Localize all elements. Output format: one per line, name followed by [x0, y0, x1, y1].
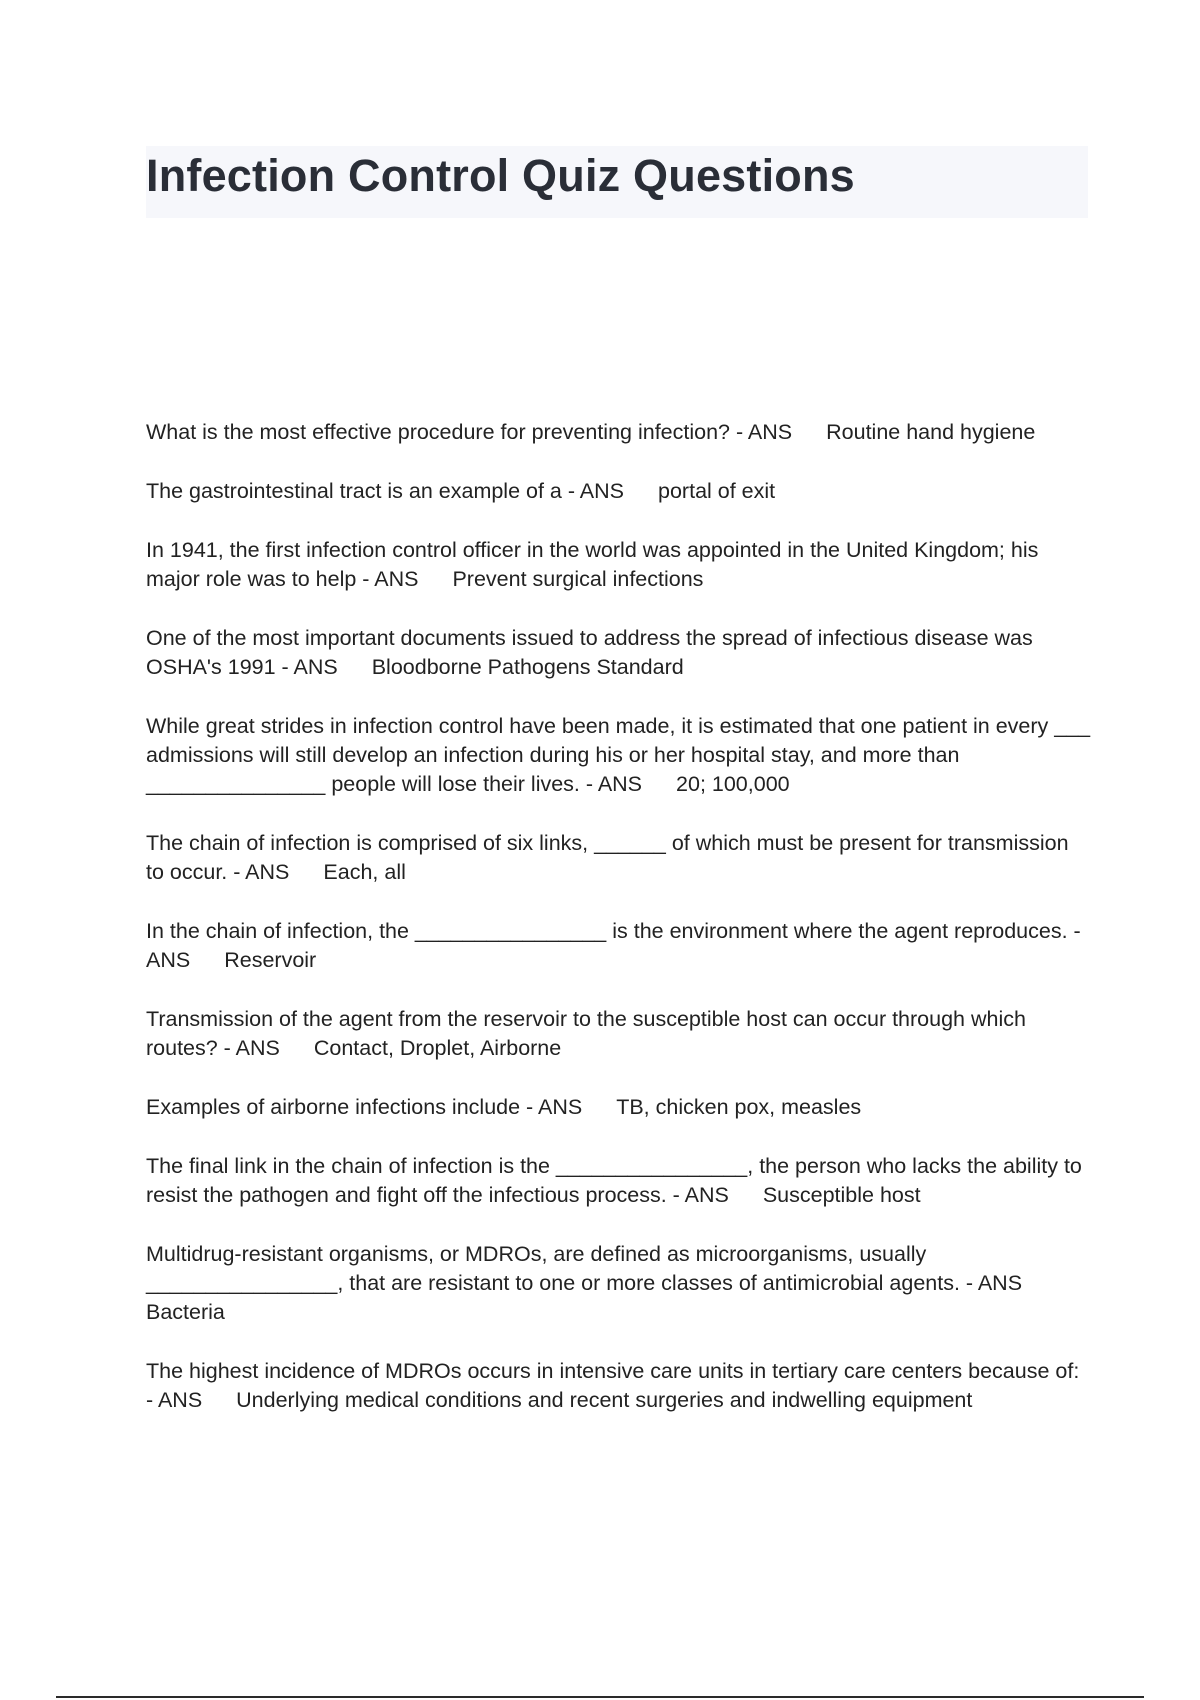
qa-item: [146, 624, 1092, 682]
qa-item: [146, 1357, 1092, 1415]
answer-text: Routine hand hygiene: [826, 420, 1036, 444]
qa-item: [146, 917, 1092, 975]
question-text: Multidrug-resistant organisms, or MDROs, are defined as microorganisms, usually ________________, that are resistant to one or more classes of antimicrobial agents. - ANS: [146, 1242, 1023, 1295]
question-text: In 1941, the first infection control officer in the world was appointed in the United Kingdom; his major role was to help - ANS: [146, 538, 1039, 591]
answer-text: portal of exit: [658, 479, 776, 503]
answer-text: Prevent surgical infections: [452, 567, 704, 591]
question-text: One of the most important documents issued to address the spread of infectious disease was OSHA's 1991 - ANS: [146, 626, 1033, 679]
qa-item: [146, 1005, 1092, 1063]
title-banner: [146, 146, 1088, 218]
qa-item: [146, 418, 1092, 447]
qa-item: [146, 829, 1092, 887]
qa-item: [146, 1240, 1092, 1327]
question-text: The chain of infection is comprised of six links, ______ of which must be present for transmission to occur. - ANS: [146, 831, 1069, 884]
question-text: The final link in the chain of infection is the ________________, the person who lacks the ability to resist the pathogen and fight off the infectious process. - ANS: [146, 1154, 1082, 1207]
answer-text: Bloodborne Pathogens Standard: [371, 655, 684, 679]
answer-text: Underlying medical conditions and recent surgeries and indwelling equipment: [236, 1388, 973, 1412]
answer-text: Each, all: [323, 860, 406, 884]
qa-item: [146, 536, 1092, 594]
answer-text: 20; 100,000: [676, 772, 790, 796]
question-text: While great strides in infection control have been made, it is estimated that one patient in every ___ admissions will still develop an infection during his or her hospital stay, and more than _______________ people will lose their lives. - ANS: [146, 714, 1091, 796]
question-text: In the chain of infection, the ________________ is the environment where the agent reproduces. - ANS: [146, 919, 1081, 972]
footer-divider: [56, 1696, 1144, 1698]
answer-text: Bacteria: [146, 1300, 225, 1324]
question-text: The highest incidence of MDROs occurs in intensive care units in tertiary care centers because of: - ANS: [146, 1359, 1080, 1412]
answer-text: TB, chicken pox, measles: [616, 1095, 862, 1119]
question-text: Transmission of the agent from the reservoir to the susceptible host can occur through which routes? - ANS: [146, 1007, 1026, 1060]
answer-text: Contact, Droplet, Airborne: [313, 1036, 562, 1060]
question-text: Examples of airborne infections include - ANS: [146, 1095, 583, 1119]
question-text: What is the most effective procedure for preventing infection? - ANS: [146, 420, 793, 444]
qa-item: [146, 1152, 1092, 1210]
answer-text: Susceptible host: [762, 1183, 921, 1207]
question-list: [146, 418, 1092, 1445]
answer-text: Reservoir: [224, 948, 317, 972]
qa-item: [146, 1093, 1092, 1122]
question-text: The gastrointestinal tract is an example of a - ANS: [146, 479, 625, 503]
page-title: Infection Control Quiz Questions: [146, 150, 855, 201]
qa-item: [146, 712, 1092, 799]
qa-item: [146, 477, 1092, 506]
